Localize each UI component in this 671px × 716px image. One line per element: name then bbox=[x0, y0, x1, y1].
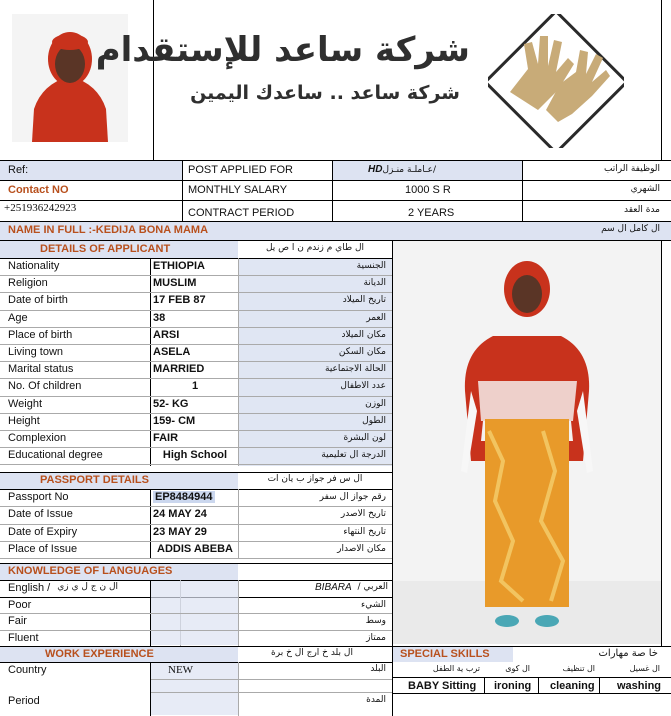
detail-value: 17 FEB 87 bbox=[153, 294, 206, 306]
detail-value: MUSLIM bbox=[153, 277, 197, 289]
detail-ar: الوزن bbox=[365, 399, 386, 409]
work-country-label: Country bbox=[8, 664, 47, 676]
detail-row-line bbox=[0, 464, 392, 465]
passport-label: Passport No bbox=[8, 491, 69, 503]
passport-label: Date of Issue bbox=[8, 508, 73, 520]
skill-ar-4: ال غسيل bbox=[629, 664, 660, 673]
contact-phone: +251936242923 bbox=[4, 202, 77, 214]
detail-row-line bbox=[0, 396, 392, 397]
language-level-ar: ممتاز bbox=[366, 633, 386, 643]
detail-row-line bbox=[0, 275, 392, 276]
detail-label: Complexion bbox=[8, 432, 67, 444]
detail-label: Nationality bbox=[8, 260, 60, 272]
skills-heading: SPECIAL SKILLS bbox=[400, 648, 490, 660]
passport-label: Date of Expiry bbox=[8, 526, 78, 538]
skill-washing: washing bbox=[617, 680, 662, 692]
detail-row-line bbox=[0, 378, 392, 379]
detail-label: Date of birth bbox=[8, 294, 68, 306]
detail-value: ASELA bbox=[153, 346, 191, 358]
work-heading-ar: ال بلد خ ارج ال خ برة bbox=[271, 648, 353, 658]
detail-label: Marital status bbox=[8, 363, 74, 375]
detail-ar: مكان الميلاد bbox=[341, 330, 386, 340]
detail-row-line bbox=[0, 310, 392, 311]
passport-ar: تاريخ الاصدر bbox=[340, 509, 386, 519]
passport-row-line bbox=[0, 558, 392, 559]
arabic-ar: العربي / bbox=[357, 582, 388, 592]
passport-row-line bbox=[0, 541, 392, 542]
skill-baby-sitting: BABY Sitting bbox=[408, 680, 477, 692]
passport-ar: رقم جواز ال سفر bbox=[319, 492, 386, 502]
detail-label: No. Of children bbox=[8, 380, 82, 392]
detail-row-line bbox=[0, 413, 392, 414]
language-level-ar: وسط bbox=[365, 616, 386, 626]
post-value-ar: عـاملـة منـزل/ bbox=[382, 165, 437, 175]
arabic-code: BIBARA bbox=[315, 582, 352, 593]
company-slogan-ar: شركة ساعد .. ساعدك اليمين bbox=[190, 82, 460, 104]
details-heading-ar: ال طاي م زندم ن ا ص يل bbox=[265, 243, 365, 253]
passport-ar: مكان الاصدار bbox=[337, 544, 386, 554]
detail-ar: الجنسية bbox=[356, 261, 386, 271]
passport-heading: PASSPORT DETAILS bbox=[40, 474, 149, 486]
passport-heading-ar: ال س فر جواز ب يان ات bbox=[267, 474, 363, 484]
contract-value: 2 YEARS bbox=[408, 207, 455, 219]
post-value bbox=[368, 164, 436, 175]
work-period-label: Period bbox=[8, 695, 40, 707]
salary-ar: الشهري bbox=[630, 184, 660, 194]
skill-ar-3: ال تنظيف bbox=[562, 664, 595, 673]
detail-label: Living town bbox=[8, 346, 64, 358]
post-value-code: HD bbox=[368, 164, 383, 175]
detail-label: Height bbox=[8, 415, 40, 427]
detail-label: Weight bbox=[8, 398, 43, 410]
english-ar: ال ن ج ل ي زي bbox=[57, 582, 118, 592]
detail-ar: مكان السكن bbox=[338, 347, 386, 357]
work-country-value: NEW bbox=[168, 664, 194, 676]
detail-ar: العمر bbox=[366, 313, 386, 323]
detail-ar: الحالة الاجتماعية bbox=[325, 364, 386, 374]
company-name-ar: شركة ساعد للإستقدام bbox=[95, 30, 470, 70]
detail-value: FAIR bbox=[153, 432, 179, 444]
detail-ar: الدرجة ال تعليمية bbox=[321, 450, 386, 460]
detail-value: High School bbox=[162, 449, 228, 461]
contact-label: Contact NO bbox=[8, 184, 69, 196]
detail-value: ETHIOPIA bbox=[153, 260, 205, 272]
detail-value: MARRIED bbox=[153, 363, 205, 375]
detail-ar: الطول bbox=[362, 416, 386, 426]
detail-ar: لون البشرة bbox=[343, 433, 386, 443]
work-country-ar: البلد bbox=[370, 664, 386, 674]
full-name-ar: ال كامل ال سم bbox=[601, 224, 660, 234]
detail-label: Religion bbox=[8, 277, 48, 289]
passport-value: 23 MAY 29 bbox=[153, 526, 207, 538]
passport-value: ADDIS ABEBA bbox=[157, 543, 233, 555]
ref-label: Ref: bbox=[8, 164, 29, 176]
detail-row-line bbox=[0, 447, 392, 448]
detail-value: ARSI bbox=[153, 329, 180, 341]
detail-row-line bbox=[0, 430, 392, 431]
skill-cleaning: cleaning bbox=[550, 680, 595, 692]
detail-value: 52- KG bbox=[153, 398, 189, 410]
details-heading: DETAILS OF APPLICANT bbox=[40, 243, 171, 255]
detail-row-line bbox=[0, 292, 392, 293]
applicant-full-photo bbox=[393, 241, 661, 644]
salary-value: 1000 S R bbox=[405, 184, 451, 196]
skills-heading-ar: خا صة مهارات bbox=[598, 648, 658, 659]
english-label: English / bbox=[8, 582, 51, 594]
skill-ironing: ironing bbox=[494, 680, 532, 692]
work-heading: WORK EXPERIENCE bbox=[45, 648, 154, 660]
detail-label: Place of birth bbox=[8, 329, 73, 341]
salary-label: MONTHLY SALARY bbox=[188, 184, 288, 196]
full-name: NAME IN FULL :-KEDIJA BONA MAMA bbox=[8, 224, 209, 236]
language-level-ar: الشيء bbox=[360, 600, 386, 610]
detail-value: 159- CM bbox=[153, 415, 196, 427]
passport-value: EP8484944 bbox=[155, 491, 213, 503]
language-row-line bbox=[0, 613, 392, 614]
detail-label: Age bbox=[8, 312, 28, 324]
passport-row-line bbox=[0, 524, 392, 525]
detail-ar: الديانة bbox=[363, 278, 386, 288]
detail-value: 38 bbox=[153, 312, 166, 324]
passport-value: 24 MAY 24 bbox=[153, 508, 207, 520]
detail-row-line bbox=[0, 327, 392, 328]
detail-ar: تاريخ الميلاد bbox=[342, 295, 386, 305]
languages-heading: KNOWLEDGE OF LANGUAGES bbox=[8, 565, 173, 577]
hands-logo-icon bbox=[488, 14, 624, 148]
language-level-label: Poor bbox=[8, 599, 32, 611]
post-label: POST APPLIED FOR bbox=[188, 164, 293, 176]
passport-ar: تاريخ النتهاء bbox=[343, 527, 386, 537]
work-period-ar: المدة bbox=[366, 695, 386, 705]
contract-label: CONTRACT PERIOD bbox=[188, 207, 295, 219]
language-row-line bbox=[0, 630, 392, 631]
detail-label: Educational degree bbox=[8, 449, 103, 461]
passport-label: Place of Issue bbox=[8, 543, 78, 555]
detail-value: 1 bbox=[191, 380, 199, 392]
post-ar: الوظيفة الراتب bbox=[603, 164, 660, 174]
language-level-label: Fair bbox=[8, 615, 27, 627]
passport-row-line bbox=[0, 506, 392, 507]
language-level-label: Fluent bbox=[8, 632, 39, 644]
detail-row-line bbox=[0, 361, 392, 362]
detail-row-line bbox=[0, 344, 392, 345]
skill-ar-2: ال كوى bbox=[505, 664, 530, 673]
detail-ar: عدد الاطفال bbox=[340, 381, 386, 391]
contract-ar: مدة العقد bbox=[624, 205, 660, 215]
skill-ar-1: ترب ية الطفل bbox=[432, 664, 480, 673]
